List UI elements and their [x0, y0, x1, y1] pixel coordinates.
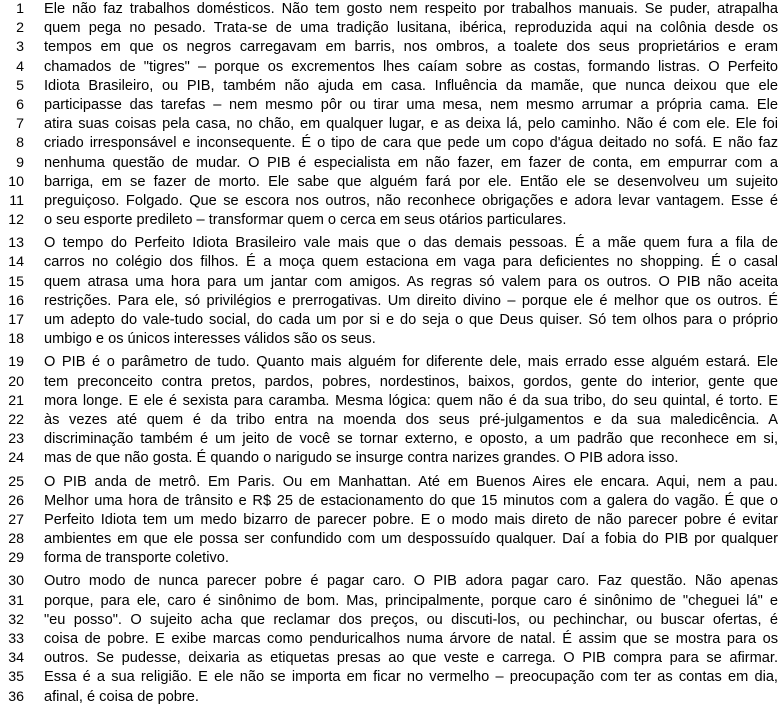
line-text: Ele não faz trabalhos domésticos. Não tem gosto nem respeito por trabalhos manuais. Se puder, atrapalha	[44, 1, 778, 17]
text-line	[0, 292, 782, 311]
line-text: atira suas coisas pela casa, no chão, em qualquer lugar, e as deixa lá, pelo caminho. Não é com ele. Ele foi	[44, 116, 778, 133]
line-text: Outro modo de nunca parecer pobre é pagar caro. O PIB adora pagar caro. Faz questão. Não apenas	[44, 573, 778, 590]
line-text: quem pega no pesado. Trata-se de uma tradição lusitana, ibérica, reproduzida aqui na colônia desde os	[44, 20, 778, 37]
line-number: 13	[8, 235, 24, 252]
text-line	[0, 630, 782, 649]
line-number: 7	[16, 116, 24, 133]
line-number: 30	[8, 573, 24, 590]
text-line	[0, 688, 782, 707]
text-line	[0, 77, 782, 96]
text-line	[0, 473, 782, 492]
line-number: 28	[8, 531, 24, 548]
text-line	[0, 511, 782, 530]
text-line	[0, 649, 782, 668]
line-number: 9	[16, 154, 24, 171]
line-number: 5	[16, 77, 24, 94]
text-line	[0, 273, 782, 292]
text-line	[0, 530, 782, 549]
text-line	[0, 373, 782, 392]
line-text: outros. Se pudesse, deixaria as etiquetas presas ao que veste e carrega. O PIB compra para se afirmar.	[44, 650, 778, 667]
text-line	[0, 211, 782, 230]
text-line	[0, 234, 782, 253]
text-line	[0, 572, 782, 591]
text-line	[0, 115, 782, 134]
line-number: 11	[9, 192, 24, 209]
line-text: tem preconceito contra pretos, pardos, pobres, nordestinos, baixos, gordos, gente do interior, gente que	[44, 373, 778, 390]
line-number: 34	[8, 650, 24, 667]
line-number: 35	[8, 669, 24, 686]
line-text: O PIB anda de metrô. Em Paris. Ou em Manhattan. Até em Buenos Aires ele encara. Aqui, nem a pau.	[44, 473, 778, 490]
line-text: restrições. Para ele, só privilégios e prerrogativas. Um direito divino – porque ele é melhor que os outros. É	[44, 292, 778, 309]
text-line	[0, 253, 782, 272]
line-number: 31	[8, 592, 24, 609]
text-line	[0, 353, 782, 372]
line-number: 12	[8, 212, 24, 229]
line-text: mora longe. E ele é sexista para caramba. Mesma lógica: quem não é da sua tribo, do seu quintal, é torto. E	[44, 392, 778, 409]
text-line	[0, 134, 782, 153]
line-text: carros no colégio dos filhos. É a moça quem estaciona em vaga para deficientes no shopping. É o casal	[44, 254, 778, 271]
text-line	[0, 430, 782, 449]
line-text: coisa de pobre. E exibe marcas como penduricalhos numa árvore de natal. É assim que se mostra para os	[44, 631, 778, 647]
text-line	[0, 173, 782, 192]
line-number: 23	[8, 431, 24, 448]
line-number: 24	[8, 450, 24, 467]
line-number: 36	[8, 688, 24, 705]
line-text: o seu esporte predileto – transformar quem o cerca em seus otários particulares.	[44, 212, 567, 229]
text-line	[0, 38, 782, 57]
line-text: criado irresponsável e inconsequente. É o tipo de cara que pede um copo d'água deitado no sofá. E não faz	[44, 135, 778, 152]
line-number: 1	[16, 1, 24, 17]
line-number: 14	[8, 254, 24, 271]
line-number: 17	[8, 312, 24, 328]
text-line	[0, 58, 782, 77]
line-text: chamados de "tigres" – porque os excrementos lhes caíam sobre as costas, formando listras. O Perfeito	[44, 58, 778, 75]
line-number: 3	[16, 39, 24, 56]
text-line	[0, 668, 782, 687]
text-line	[0, 330, 782, 349]
line-number: 27	[8, 511, 24, 528]
text-line	[0, 611, 782, 630]
line-number: 26	[8, 492, 24, 509]
paragraph	[0, 572, 782, 706]
line-number: 19	[8, 354, 24, 371]
paragraph	[0, 473, 782, 569]
line-number: 15	[8, 273, 24, 290]
paragraph	[0, 0, 782, 230]
line-text: "eu posso". O sujeito acha que reclamar dos preços, ou discuti-los, ou pechinchar, ou buscar ofertas, é	[44, 611, 778, 628]
line-number: 22	[8, 411, 24, 428]
line-text: discriminação também é um jeito de você se tornar externo, e oposto, a um padrão que reconhece em si,	[44, 431, 778, 448]
line-number: 33	[8, 631, 24, 647]
line-text: às vezes até quem é da tribo entra na moenda dos seus pré-julgamentos e da sua maledicência. A	[44, 411, 778, 428]
line-text: nenhuma questão de mudar. O PIB é especialista em não fazer, em fazer de conta, em empurrar com a	[44, 154, 778, 171]
text-line	[0, 411, 782, 430]
line-text: tempos em que os negros carregavam em barris, nos ombros, a toalete dos seus proprietários e eram	[44, 39, 778, 56]
text-line	[0, 449, 782, 468]
text-line	[0, 96, 782, 115]
text-line	[0, 549, 782, 568]
text-line	[0, 392, 782, 411]
line-text: O PIB é o parâmetro de tudo. Quanto mais alguém for diferente dele, mais errado esse alguém estará. Ele	[44, 354, 778, 371]
line-text: um adepto do vale-tudo social, do cada um por si e do seja o que Deus quiser. Só tem olhos para o próprio	[44, 312, 778, 328]
paragraph	[0, 234, 782, 349]
text-line	[0, 311, 782, 330]
line-text: preguiçoso. Folgado. Que se escora nos outros, não reconhece obrigações e adora levar vantagem. Esse é	[44, 192, 778, 209]
line-text: Perfeito Idiota tem um medo bizarro de parecer pobre. E o modo mais direto de não parecer pobre é evitar	[44, 511, 778, 528]
line-number: 20	[8, 373, 24, 390]
line-number: 21	[8, 392, 24, 409]
line-number: 8	[16, 135, 24, 152]
line-text: barriga, em se fazer de morto. Ele sabe que alguém fará por ele. Então ele se desenvolveu um sujeito	[44, 173, 778, 190]
line-number: 2	[16, 20, 24, 37]
line-text: ambientes em que ele possa ser confundido com um despossuído qualquer. Daí a fobia do PIB por qualquer	[44, 531, 778, 548]
line-number: 29	[8, 550, 24, 567]
line-text: umbigo e os únicos interesses válidos são os seus.	[44, 331, 376, 348]
line-number: 16	[8, 292, 24, 309]
text-line	[0, 19, 782, 38]
line-text: participasse das tarefas – nem mesmo pôr ou tirar uma mesa, nem mesmo arrumar a própria cama. Ele	[44, 96, 778, 113]
line-text: afinal, é coisa de pobre.	[44, 688, 199, 705]
line-number: 25	[8, 473, 24, 490]
line-number: 10	[8, 173, 24, 190]
line-text: Idiota Brasileiro, ou PIB, também não ajuda em casa. Influência da mamãe, que nunca deixou que ele	[44, 77, 778, 94]
line-number: 32	[8, 611, 24, 628]
text-line	[0, 492, 782, 511]
line-text: O tempo do Perfeito Idiota Brasileiro vale mais que o das demais pessoas. É a mãe quem fura a fila de	[44, 235, 778, 252]
line-text: forma de transporte coletivo.	[44, 550, 229, 567]
paragraph	[0, 353, 782, 468]
line-number: 4	[16, 58, 24, 75]
text-line	[0, 154, 782, 173]
line-text: Essa é a sua religião. E ele não se importa em ficar no vermelho – preocupação com ter as contas em dia,	[44, 669, 778, 686]
line-number: 18	[8, 331, 24, 348]
line-number: 6	[16, 96, 24, 113]
line-text: quem atrasa uma hora para um jantar com amigos. As regras só valem para os outros. O PIB não aceita	[44, 273, 778, 290]
text-line	[0, 0, 782, 19]
line-text: mas de que não gosta. É quando o narigudo se insurge contra narizes grandes. O PIB adora isso.	[44, 450, 679, 467]
line-text: porque, para ele, caro é sinônimo de bom. Mas, principalmente, porque caro é sinônimo de "cheguei lá" e	[44, 592, 778, 609]
text-line	[0, 192, 782, 211]
text-line	[0, 592, 782, 611]
line-text: Melhor uma hora de trânsito e R$ 25 de estacionamento do que 15 minutos com a galera do vagão. É que o	[44, 492, 778, 509]
